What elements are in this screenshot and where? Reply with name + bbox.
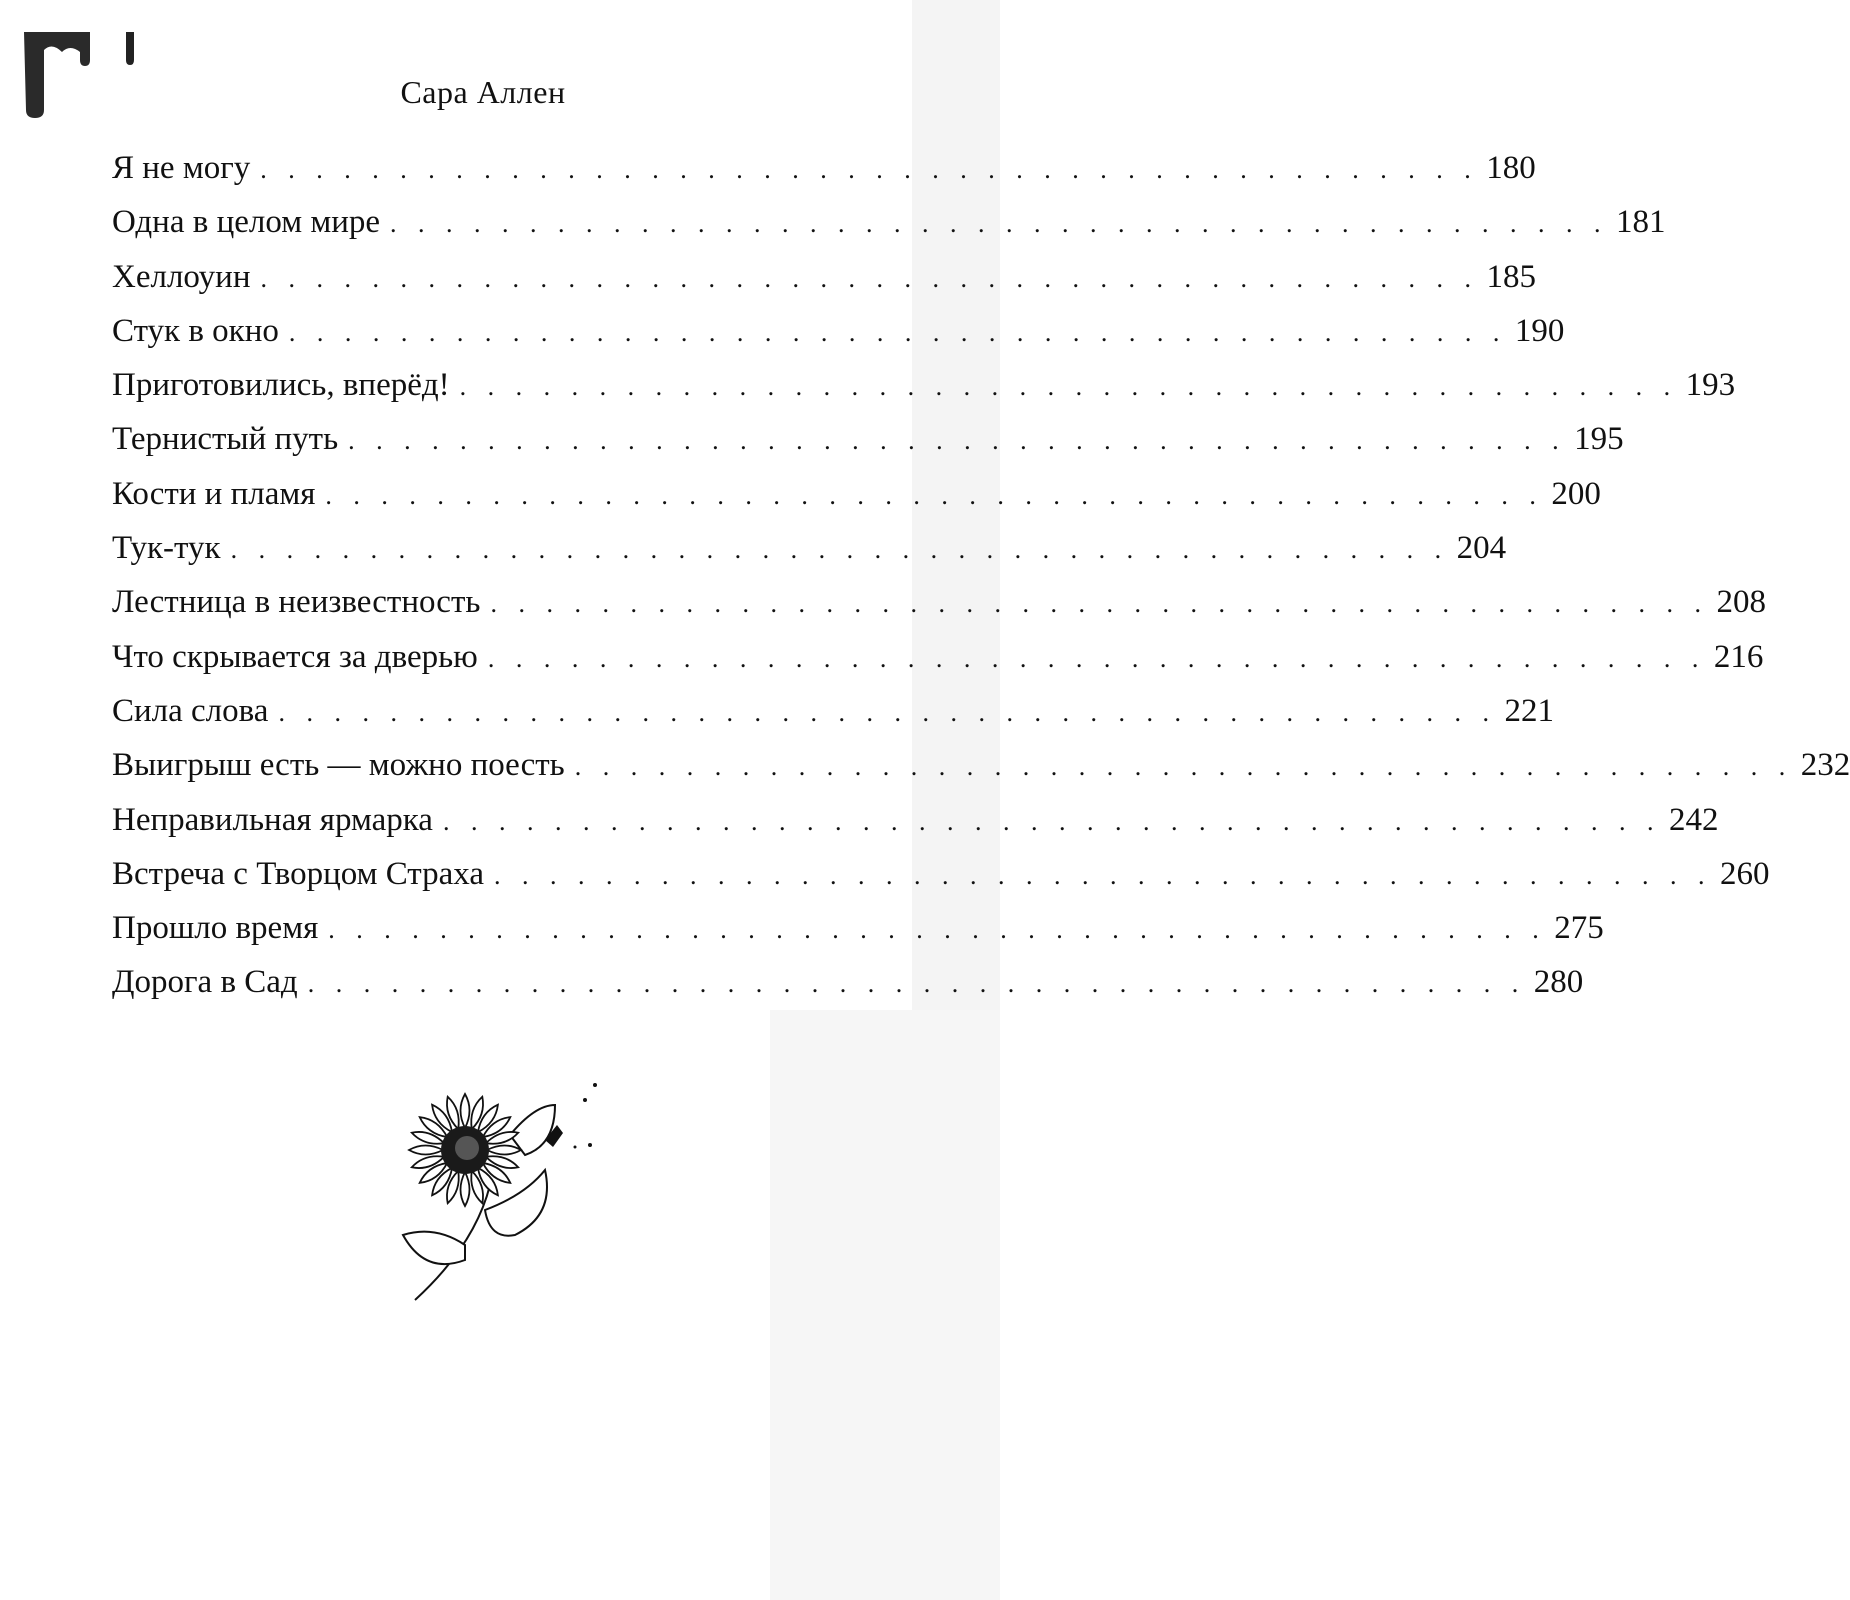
toc-entry-page: 260 xyxy=(1720,855,1770,892)
toc-entry xyxy=(112,200,1666,254)
toc-entry xyxy=(112,580,1766,634)
table-of-contents xyxy=(112,146,1850,1015)
toc-entry xyxy=(112,906,1604,960)
toc-entry xyxy=(112,526,1507,580)
dot-leader: . . . . . . . . . . . . . . . . . . . . . . . . . . . . . . . . . . . . . . . . . . . . xyxy=(230,535,1449,565)
toc-entry xyxy=(112,743,1850,797)
toc-entry-title: Хеллоуин xyxy=(112,258,251,295)
toc-entry-page: 221 xyxy=(1504,692,1554,729)
toc-entry-title: Выигрыш есть — можно поесть xyxy=(112,747,565,784)
toc-entry-title: Тернистый путь xyxy=(112,421,339,458)
toc-entry-page: 181 xyxy=(1616,204,1666,241)
toc-entry-page: 190 xyxy=(1514,312,1565,349)
running-header-author: Сара Аллен xyxy=(400,74,566,110)
scan-edge-shadow xyxy=(770,1010,1000,1600)
toc-entry-title: Тук-тук xyxy=(112,530,221,567)
toc-entry xyxy=(112,417,1624,471)
toc-entry-title: Стук в окно xyxy=(112,312,279,349)
toc-entry-page: 193 xyxy=(1685,367,1736,404)
toc-entry-page: 275 xyxy=(1554,910,1604,947)
dot-leader: . . . . . . . . . . . . . . . . . . . . . . . . . . . . . . . . . . . . . . . . . . . . xyxy=(288,317,1507,347)
dot-leader: . . . . . . . . . . . . . . . . . . . . . . . . . . . . . . . . . . . . . . . . . . . . xyxy=(487,643,1706,673)
dot-leader: . . . . . . . . . . . . . . . . . . . . . . . . . . . . . . . . . . . . . . . . . . . . xyxy=(328,915,1547,945)
toc-entry-title: Лестница в неизвестность xyxy=(112,584,481,621)
toc-entry-title: Одна в целом мире xyxy=(112,204,381,241)
dot-leader: . . . . . . . . . . . . . . . . . . . . . . . . . . . . . . . . . . . . . . . . . . . . xyxy=(348,426,1567,456)
toc-entry-title: Дорога в Сад xyxy=(112,964,298,1001)
toc-entry-page: 204 xyxy=(1456,530,1507,567)
sunflower-illustration-icon xyxy=(395,1075,615,1305)
dot-leader: . . . . . . . . . . . . . . . . . . . . . . . . . . . . . . . . . . . . . . . . . . . . xyxy=(307,969,1526,999)
toc-entry xyxy=(112,363,1736,417)
toc-entry-page: 208 xyxy=(1716,584,1766,621)
toc-entry-title: Неправильная ярмарка xyxy=(112,801,433,838)
toc-entry-page: 242 xyxy=(1668,801,1719,838)
toc-entry xyxy=(112,146,1536,200)
toc-entry-title: Сила слова xyxy=(112,692,269,729)
toc-entry-title: Приготовились, вперёд! xyxy=(112,367,450,404)
toc-entry xyxy=(112,798,1719,852)
toc-entry-title: Кости и пламя xyxy=(112,475,316,512)
dot-leader: . . . . . . . . . . . . . . . . . . . . . . . . . . . . . . . . . . . . . . . . . . . . xyxy=(325,480,1544,510)
toc-entry-page: 180 xyxy=(1486,150,1536,186)
toc-entry-title: Прошло время xyxy=(112,910,319,947)
dot-leader: . . . . . . . . . . . . . . . . . . . . . . . . . . . . . . . . . . . . . . . . . . . . xyxy=(260,263,1479,293)
toc-entry-page: 216 xyxy=(1713,638,1764,675)
toc-entry-page: 200 xyxy=(1551,475,1601,512)
dot-leader: . . . . . . . . . . . . . . . . . . . . . . . . . . . . . . . . . . . . . . . . . . . . xyxy=(278,697,1497,727)
dot-leader: . . . . . . . . . . . . . . . . . . . . . . . . . . . . . . . . . . . . . . . . . . . . xyxy=(574,752,1793,782)
dot-leader: . . . . . . . . . . . . . . . . . . . . . . . . . . . . . . . . . . . . . . . . . . . . xyxy=(390,209,1609,239)
dot-leader: . . . . . . . . . . . . . . . . . . . . . . . . . . . . . . . . . . . . . . . . . . . . xyxy=(459,372,1678,402)
dot-leader: . . . . . . . . . . . . . . . . . . . . . . . . . . . . . . . . . . . . . . . . . . . . xyxy=(260,155,1479,184)
toc-entry xyxy=(112,960,1584,1014)
toc-entry-page: 185 xyxy=(1486,258,1536,295)
dot-leader: . . . . . . . . . . . . . . . . . . . . . . . . . . . . . . . . . . . . . . . . . . . . xyxy=(442,806,1661,836)
dot-leader: . . . . . . . . . . . . . . . . . . . . . . . . . . . . . . . . . . . . . . . . . . . . xyxy=(490,589,1709,619)
toc-entry-page: 280 xyxy=(1533,964,1584,1001)
toc-entry xyxy=(112,852,1770,906)
toc-entry xyxy=(112,689,1554,743)
dot-leader: . . . . . . . . . . . . . . . . . . . . . . . . . . . . . . . . . . . . . . . . . . . . xyxy=(494,860,1712,890)
toc-entry xyxy=(112,635,1764,689)
toc-entry-title: Встреча с Творцом Страха xyxy=(112,855,484,892)
toc-entry-page: 232 xyxy=(1800,747,1850,784)
toc-entry xyxy=(112,309,1565,363)
toc-entry-title: Что скрывается за дверью xyxy=(112,638,478,675)
toc-entry xyxy=(112,472,1601,526)
toc-entry-page: 195 xyxy=(1574,421,1624,458)
toc-entry-title: Я не могу xyxy=(112,150,251,186)
toc-entry xyxy=(112,255,1536,309)
